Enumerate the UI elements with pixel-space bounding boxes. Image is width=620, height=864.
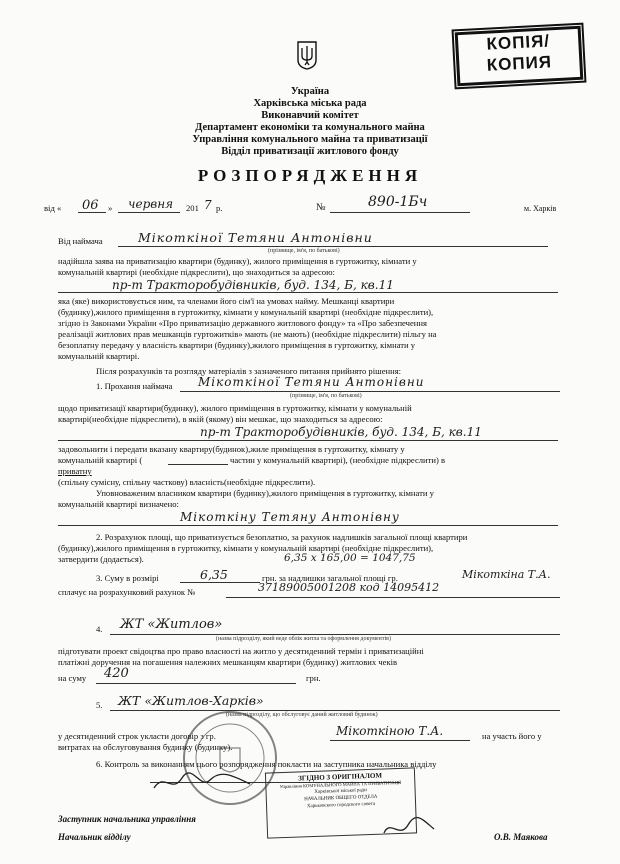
item4-hint: (назва підрозділу, який веде облік житла та оформлення документів) — [216, 636, 392, 642]
item1-hint: (прізвище, ім'я, по батькові) — [290, 393, 362, 399]
p1-line-7: безоплатну передачу у власність квартири (будинку),жилого приміщення в гуртожитку, кімнати у — [58, 340, 416, 350]
p1-line-4: (будинку),жилого приміщення в гуртожитку, кімнати у комунальній квартирі (необхідне підкреслити), — [58, 307, 434, 317]
city: м. Харків — [524, 204, 557, 213]
header-country: Україна — [290, 86, 330, 97]
stamp-line-4: Харьковского городского совета — [306, 801, 376, 810]
date-year-suffix: 7 — [204, 198, 212, 212]
applicant-hint: (прізвище, ім'я, по батькові) — [268, 248, 340, 254]
p1-line-2: комунальній квартирі (необхідне підкреслити), що знаходиться за адресою: — [58, 267, 335, 277]
item1-line-2: квартирі(необхідне підкреслити), в якій (якому) він мешкає, що знаходиться за адресою: — [58, 414, 383, 424]
applicant-label: Від наймача — [58, 236, 103, 246]
item5-person: Мікоткіною Т.А. — [336, 724, 444, 738]
item4-sum: 420 — [104, 666, 129, 681]
item3-line2-prefix: сплачує на розрахунковий рахунок № — [58, 587, 196, 597]
signature-head-name: О.В. Маякова — [494, 832, 548, 842]
p1-line-8: комунальній квартирі. — [58, 351, 140, 361]
signature-head: Начальник відділу — [58, 832, 131, 842]
stamp-title: ЗГІДНО З ОРИГІНАЛОМ — [298, 771, 383, 783]
document-number: 890-1Бч — [368, 194, 428, 210]
item4-num: 4. — [96, 624, 103, 634]
date-year-prefix: 201 — [186, 203, 199, 213]
stamp-line-1: Управління КОМУНАЛЬНОГО МАЙНА ТА ПРИВАТИЗАЦІЇ — [279, 779, 402, 790]
item4-sum-unit: грн. — [306, 673, 321, 683]
item1-line-1: щодо приватизації квартири(будинку), жилого приміщення в гуртожитку, кімнати у комунальній — [58, 403, 412, 413]
item2-line-3: затвердити (додається). — [58, 554, 144, 564]
item3-middle: грн. за надлишки загальної площі гр. — [262, 573, 398, 583]
address-handwritten: пр-т Тракторобудівників, буд. 134, Б, кв.11 — [112, 278, 394, 292]
item2-line-2: (будинку),жилого приміщення в гуртожитку, кімнати у комунальній квартирі (необхідне підкреслити), — [58, 543, 434, 553]
copy-stamp-line2: КОПИЯ — [486, 52, 553, 75]
item4-line-1: підготувати проект свідоцтва про право власності на житло у десятиденний термін і приватизаційні — [58, 646, 424, 656]
item1-line-3: задовольнити і передати вказану квартиру(будинок),жиле приміщення в гуртожитку, кімнату у — [58, 444, 405, 454]
signature-deputy: Заступник начальника управління — [58, 814, 196, 824]
p1-line-6: реалізації житлових прав мешканців гуртожитків» мають (не мають) (необхідне підкреслити) пільгу на — [58, 329, 437, 339]
header-directorate: Управління комунального майна та приватизації — [192, 134, 428, 145]
p1-line-1: надійшла заява на приватизацію квартири (будинку), жилого приміщення в гуртожитку, кімнати у — [58, 256, 417, 266]
item1-line-4b: частин у комунальній квартирі), (необхідне підкреслити) в — [230, 455, 446, 465]
item3-sum: 6,35 — [200, 567, 228, 582]
coat-of-arms-icon — [296, 40, 318, 70]
p2: Після розрахунків та розгляду матеріалів з зазначеного питання прийнято рішення: — [96, 366, 402, 376]
date-prefix: від « — [44, 203, 62, 213]
item4-name: ЖТ «Житлов» — [120, 617, 223, 632]
item1-name: Мікоткіної Тетяни Антонівни — [198, 375, 425, 389]
date-month: червня — [128, 197, 174, 211]
item1-line-4: комунальній квартирі ( — [58, 455, 143, 465]
stamp-line-3: НАЧАЛЬНИК ОБЩЕГО ОТДЕЛА — [304, 794, 378, 803]
item1-address: пр-т Тракторобудівників, буд. 134, Б, кв.11 — [200, 425, 482, 439]
item5-num: 5. — [96, 700, 103, 710]
item5-line-suffix: на участь його у — [482, 731, 542, 741]
item1-label: 1. Прохання наймача — [96, 381, 173, 391]
header-committee: Виконавчий комітет — [261, 110, 359, 121]
item1-line-6: (спільну сумісну, спільну часткову) власність(необхідне підкреслити). — [58, 477, 316, 487]
item3-prefix: 3. Суму в розмірі — [96, 573, 159, 583]
p1-line-5: згідно із Законами України «Про приватизацію державного житлового фонду» та «Про забезпечення — [58, 318, 427, 328]
item1-line-8: комунальній квартирі визначено: — [58, 499, 179, 509]
header-council: Харківська міська рада — [253, 98, 367, 109]
item5-line-2: витратах на обслуговування будинку (будинку). — [58, 742, 233, 752]
item5-line-prefix: у десятиденний строк укласти договір з гр. — [58, 731, 216, 741]
item1-line-7: Уповноваженим власником квартири (будинку),жилого приміщення в гуртожитку, кімнати у — [96, 488, 434, 498]
item5-name: ЖТ «Житлов-Харків» — [118, 693, 264, 708]
date-day: 06 — [82, 198, 99, 213]
applicant-name: Мікоткіної Тетяни Антонівни — [138, 230, 373, 245]
item2-calc: 6,35 х 165,00 = 1047,75 — [284, 552, 416, 564]
item1-line-5: приватну — [58, 466, 92, 476]
copy-stamp-line1: КОПІЯ/ — [486, 31, 551, 54]
p1-line-3: яка (яке) використовується ним, та членами його сім'ї на умовах найму. Мешканці квартири — [58, 296, 395, 306]
stamp-line-2: Харківської міської ради — [314, 788, 367, 795]
header-division: Відділ приватизації житлового фонду — [221, 146, 399, 157]
document-title: РОЗПОРЯДЖЕННЯ — [197, 166, 423, 185]
date-r: р. — [216, 203, 223, 213]
copy-stamp — [455, 26, 584, 87]
item4-sum-label: на суму — [58, 673, 87, 683]
item3-payer: Мікоткіна Т.А. — [462, 568, 551, 581]
item5-hint: (назва підрозділу, що обслуговує даний житловий будинок) — [226, 712, 378, 718]
document-page: КОПІЯ/ КОПИЯ Україна Харківська міська рада Виконавчий комітет Департамент економіки та комунального майна Управління комунального майна та приватизації Відділ приватизації житлового фонду РОЗПОРЯДЖЕННЯ від « 06 » червня 201 7 р. № 890-1Бч м. Харків Від наймача Мікоткіної Тетяни Антонівни (прізвище, ім'я, по батькові) надійшла заява на приватизацію квартири (будинку), жилого приміщення в гуртожитку, кімнати у комунальній квартирі (необхідне підкреслити), що знаходиться за адресою: пр-т Тракторобудівників, буд. 134, Б, кв.11 яка (яке) використовується ним, та членами його сім'ї на умовах найму. Мешканці квартири (будинку),жилого приміщення в гуртожитку, кімнати у комунальній квартирі (необхідне підкреслити), згідно із Законами України «Про приватизацію державного житлового фонду» та «Про забезпечення реалізації житлових прав мешканців гуртожитків» мають (не мають) (необхідне підкреслити) пільгу на безоплатну передачу у власність квартири (будинку),жилого приміщення в гуртожитку, кімнати у комунальній квартирі. Після розрахунків та розгляду матеріалів з зазначеного питання прийнято рішення: 1. Прохання наймача Мікоткіної Тетяни Антонівни (прізвище, ім'я, по батькові) щодо приватизації квартири(будинку), жилого приміщення в гуртожитку, кімнати у комунальній квартирі(необхідне підкреслити), в якій (якому) він мешкає, що знаходиться за адресою: пр-т Тракторобудівників, буд. 134, Б, кв.11 задовольнити і передати вказану квартиру(будинок),жиле приміщення в гуртожитку, кімнату у комунальній квартирі ( частин у комунальній квартирі), (необхідне підкреслити) в приватну (спільну сумісну, спільну часткову) власність(необхідне підкреслити). Уповноваженим власником квартири (будинку),жилого приміщення в гуртожитку, кімнати у комунальній квартирі визначено: Мікоткіну Тетяну Антонівну 2. Розрахунок площі, що приватизується безоплатно, за рахунок надлишків загальної площі квартири (будинку),жилого приміщення в гуртожитку, кімнати у комунальній квартирі (необхідне підкреслити), затвердити (додається). 6,35 х 165,00 = 1047,75 3. Суму в розмірі 6,35 грн. за надлишки загальної площі гр. Мікоткіна Т.А. сплачує на розрахунковий рахунок № 37189005001208 код 14095412 4. ЖТ «Житлов» (назва підрозділу, який веде облік житла та оформлення документів) підготувати проект свідоцтва про право власності на житло у десятиденний термін і приватизаційні платіжні доручення на погашення належних мешканцям квартири (будинку) житлових чеків на суму 420 грн. 5. ЖТ «Житлов-Харків» (назва підрозділу, що обслуговує даний житловий будинок) у десятиденний строк укласти договір з гр. Мікоткіною Т.А. на участь його у витратах на обслуговування будинку (будинку). 6. Контроль за виконанням цього розпорядження покласти на заступника начальника відділу Заступник начальника управління Начальник відділу О.В. Маякова ЗГІДНО З ОРИГІНАЛОМ Управління КОМУНАЛЬНОГО МАЙНА ТА ПРИВАТИЗАЦІЇ Харківської міської ради НАЧАЛЬНИК ОБЩЕГО ОТДЕЛА Харьковского городского совета — [0, 0, 620, 864]
item1-owner: Мікоткіну Тетяну Антонівну — [180, 510, 400, 524]
number-sign: № — [316, 202, 326, 213]
item6: 6. Контроль за виконанням цього розпорядження покласти на заступника начальника відділу — [96, 759, 437, 769]
header-department: Департамент економіки та комунального майна — [195, 122, 425, 133]
certified-copy-stamp — [265, 767, 417, 838]
item3-account: 37189005001208 код 14095412 — [258, 581, 440, 594]
item4-line-2: платіжні доручення на погашення належних мешканцям квартири (будинку) житлових чеків — [58, 657, 398, 667]
item2-line-1: 2. Розрахунок площі, що приватизується безоплатно, за рахунок надлишків загальної площі квартири — [96, 532, 468, 542]
